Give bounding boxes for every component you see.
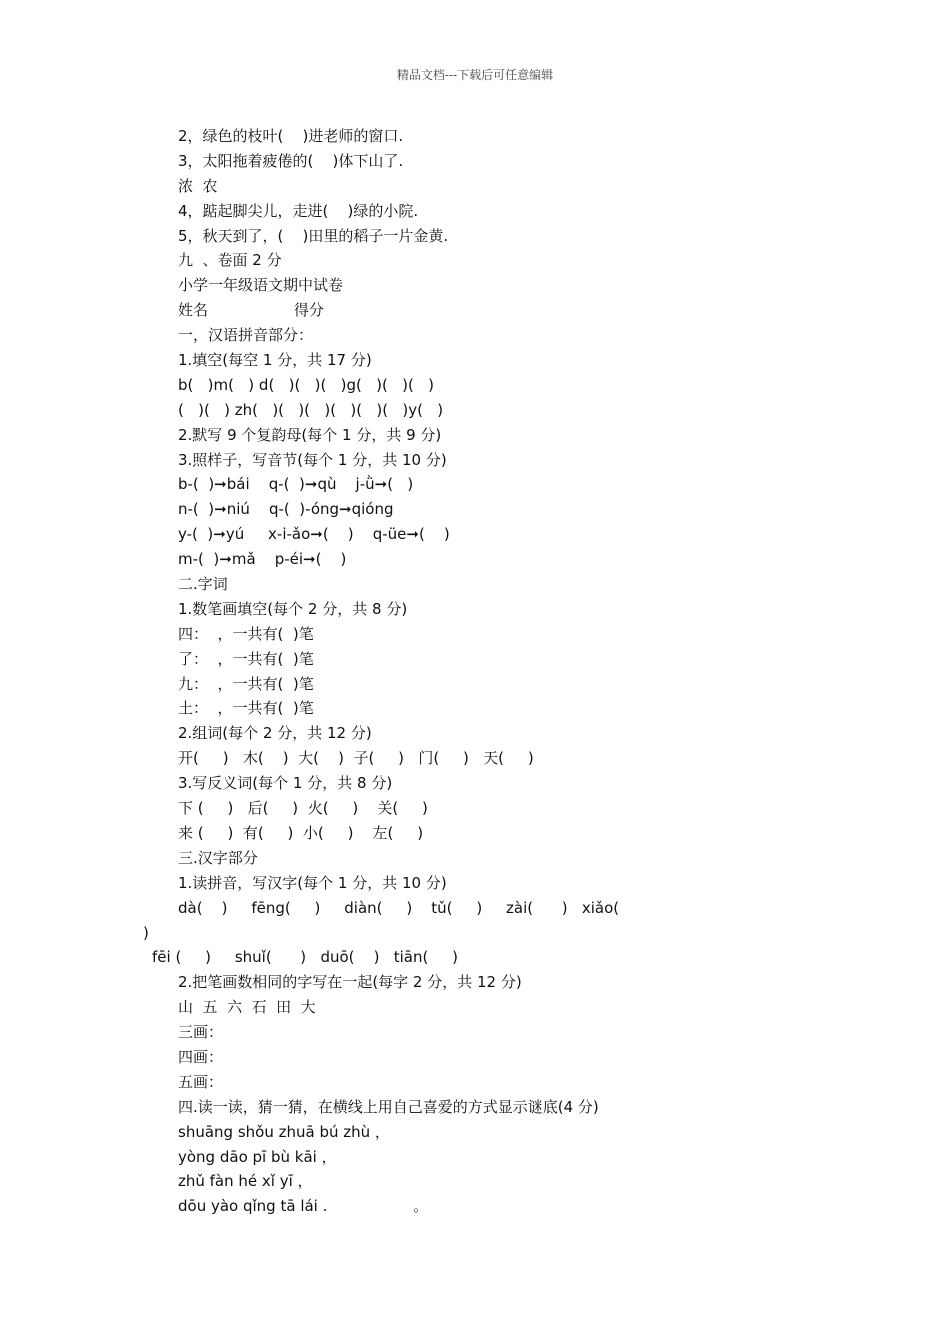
text-line: 九： ，一共有( )笔: [178, 674, 314, 693]
text-line: b( )m( ) d( )( )( )g( )( )( ): [178, 375, 435, 394]
text-line: 四： ，一共有( )笔: [178, 624, 314, 643]
text-line: 山 五 六 石 田 大: [178, 998, 316, 1017]
document-body: [0, 124, 950, 1219]
text-line: 5，秋天到了，( )田里的稻子一片金黄.: [178, 226, 449, 245]
text-line: 姓名 得分: [178, 301, 324, 320]
text-line: 三画：: [178, 1023, 224, 1042]
text-line: fēi ( ) shuǐ( ) duō( ) tiān( ): [152, 948, 459, 967]
text-line: 1.读拼音，写汉字(每个 1 分，共 10 分): [178, 873, 447, 892]
text-line: zhǔ fàn hé xǐ yī ，: [178, 1172, 313, 1191]
text-line: 五画：: [178, 1072, 224, 1091]
text-line: 了： ，一共有( )笔: [178, 649, 314, 668]
text-line: 2，绿色的枝叶( )进老师的窗口.: [178, 127, 404, 145]
text-line: 3，太阳拖着疲倦的( )体下山了.: [178, 151, 404, 170]
text-line: 3.照样子，写音节(每个 1 分，共 10 分): [178, 450, 447, 469]
text-line: 九 、卷面 2 分: [178, 251, 282, 270]
text-line: dà( ) fēng( ) diàn( ) tǔ( ) zài( ) xiǎo(: [178, 898, 620, 917]
text-line: 2.把笔画数相同的字写在一起(每字 2 分，共 12 分): [178, 973, 522, 992]
text-line: yòng dāo pī bù kāi ，: [178, 1147, 337, 1166]
text-line: 四.读一读，猜一猜，在横线上用自己喜爱的方式显示谜底(4 分): [178, 1097, 599, 1116]
text-line: n-( )➞niú q-( )-óng➞qióng: [178, 500, 394, 519]
text-line: 1.数笔画填空(每个 2 分，共 8 分): [178, 599, 408, 618]
text-line: 开( ) 木( ) 大( ) 子( ) 门( ) 天( ): [178, 749, 534, 768]
text-line: 3.写反义词(每个 1 分，共 8 分): [178, 774, 393, 793]
text-line: shuāng shǒu zhuā bú zhù ，: [178, 1122, 390, 1141]
text-line: 四画：: [178, 1047, 224, 1066]
page-header: 精品文档---下载后可任意编辑: [396, 68, 554, 82]
text-line: 2.组词(每个 2 分，共 12 分): [178, 724, 372, 743]
text-line: 浓 农: [178, 176, 218, 195]
text-line: y-( )➞yú x-i-ǎo➞( ) q-üe➞( ): [178, 525, 450, 544]
text-line: 三.汉字部分: [178, 848, 258, 867]
text-line: 二.字词: [178, 575, 228, 594]
text-line: 小学一年级语文期中试卷: [178, 276, 344, 295]
text-line: m-( )➞mǎ p-éi➞( ): [178, 550, 347, 569]
text-line: 土： ，一共有( )笔: [178, 699, 314, 718]
text-line: 1.填空(每空 1 分，共 17 分): [178, 351, 372, 370]
text-line: ): [143, 923, 149, 942]
text-line: 来 ( ) 有( ) 小( ) 左( ): [178, 823, 424, 842]
text-line: 一，汉语拼音部分：: [178, 326, 314, 345]
text-line: dōu yào qǐng tā lái . 。: [178, 1197, 429, 1216]
text-line: 下 ( ) 后( ) 火( ) 关( ): [178, 799, 428, 818]
text-line: 2.默写 9 个复韵母(每个 1 分，共 9 分): [178, 425, 442, 444]
text-line: 4，踮起脚尖儿，走进( )绿的小院.: [178, 201, 419, 220]
text-line: ( )( ) zh( )( )( )( )( )( )y( ): [178, 400, 444, 419]
text-line: b-( )➞bái q-( )➞qù j-ǜ➞( ): [178, 475, 414, 494]
